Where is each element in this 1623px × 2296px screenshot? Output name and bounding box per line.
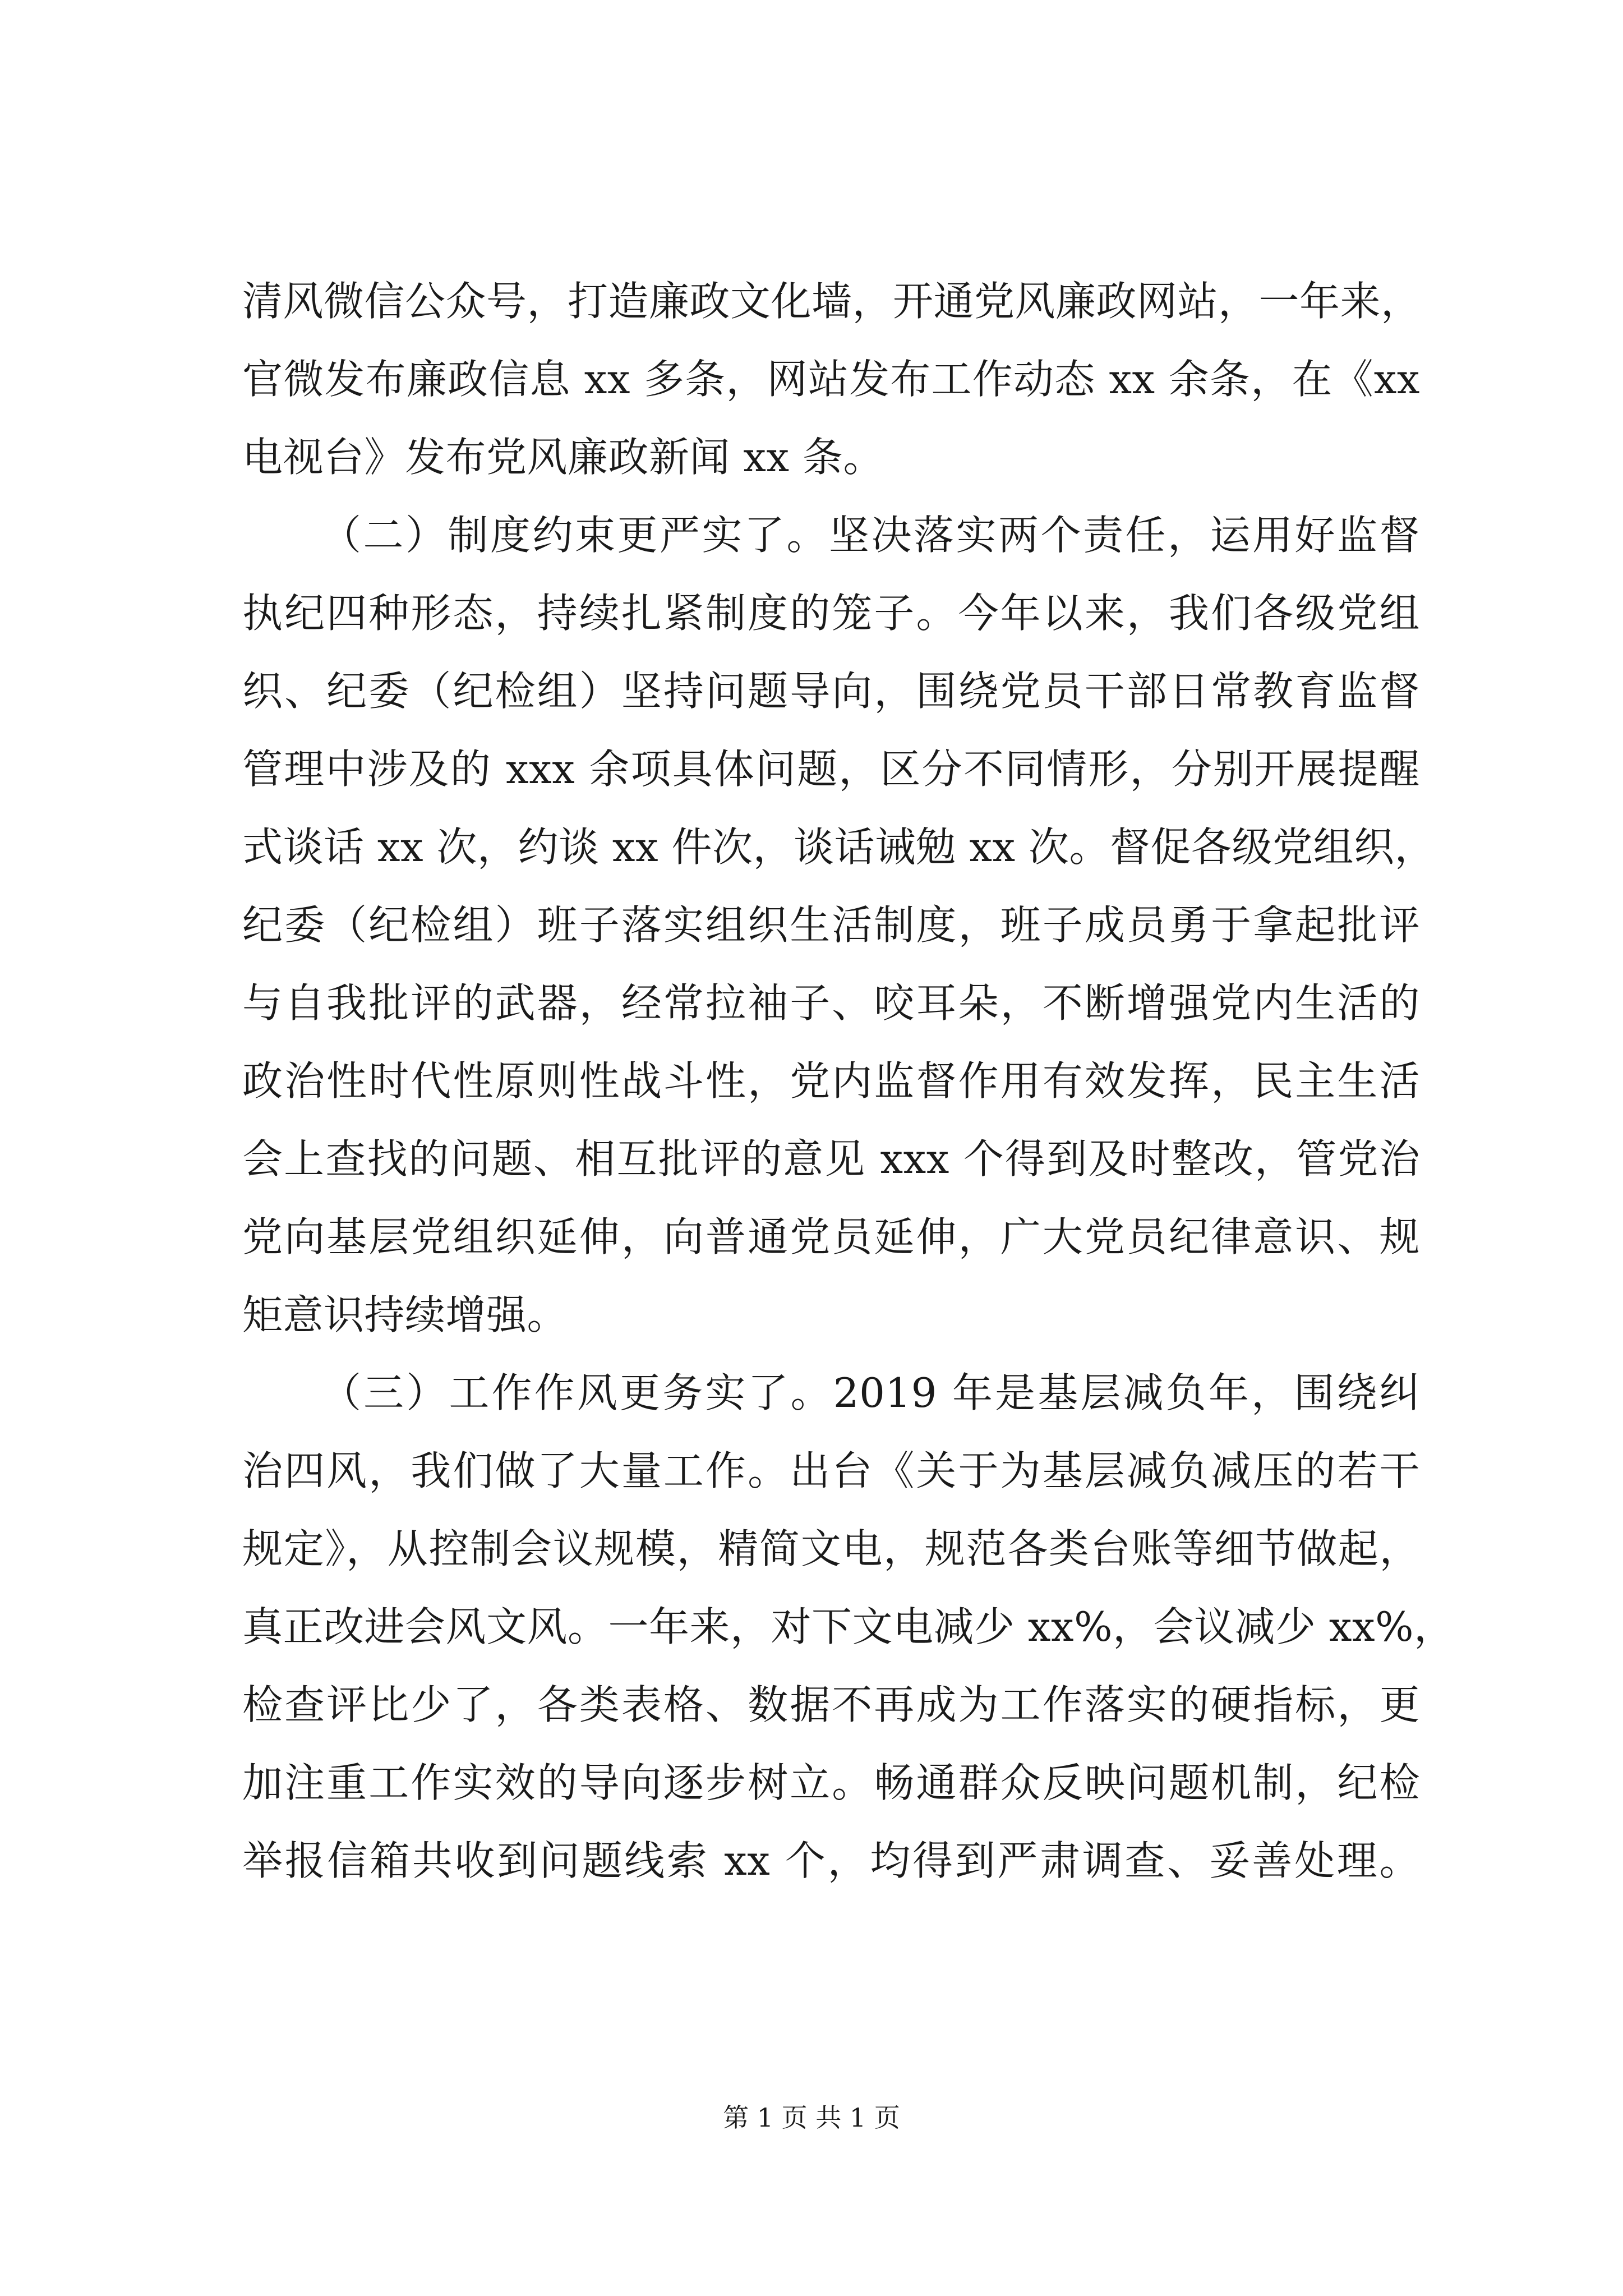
text-line: 真正改进会风文风。一年来，对下文电减少 xx%，会议减少 xx%， xyxy=(242,1603,1455,1650)
text-line: 清风微信公众号，打造廉政文化墙，开通党风廉政网站，一年来， xyxy=(242,278,1422,325)
text-line: 电视台》发布党风廉政新闻 xx 条。 xyxy=(242,434,884,481)
paragraph-first-line: （三）工作作风更务实了。2019 年是基层减负年，围绕纠 xyxy=(321,1369,1420,1416)
text-line: 政治性时代性原则性战斗性，党内监督作用有效发挥，民主生活 xyxy=(242,1057,1420,1105)
paragraph-first-line: （二）制度约束更严实了。坚决落实两个责任，运用好监督 xyxy=(321,512,1420,559)
text-line: 执纪四种形态，持续扎紧制度的笼子。今年以来，我们各级党组 xyxy=(242,590,1420,637)
text-line: 举报信箱共收到问题线索 xx 个，均得到严肃调查、妥善处理。 xyxy=(242,1837,1420,1884)
text-line: 加注重工作实效的导向逐步树立。畅通群众反映问题机制，纪检 xyxy=(242,1759,1420,1806)
text-line: 党向基层党组织延伸，向普通党员延伸，广大党员纪律意识、规 xyxy=(242,1213,1420,1260)
text-line: 式谈话 xx 次，约谈 xx 件次，谈话诫勉 xx 次。督促各级党组织， xyxy=(242,823,1435,871)
text-line: 检查评比少了，各类表格、数据不再成为工作落实的硬指标，更 xyxy=(242,1681,1420,1728)
text-line: 矩意识持续增强。 xyxy=(242,1291,568,1338)
text-line: 纪委（纪检组）班子落实组织生活制度，班子成员勇于拿起批评 xyxy=(242,901,1420,949)
text-line: 与自我批评的武器，经常拉袖子、咬耳朵，不断增强党内生活的 xyxy=(242,979,1420,1027)
text-line: 规定》，从控制会议规模，精简文电，规范各类台账等细节做起， xyxy=(242,1525,1420,1572)
text-line: 治四风，我们做了大量工作。出台《关于为基层减负减压的若干 xyxy=(242,1447,1420,1494)
page-footer: 第 1 页 共 1 页 xyxy=(723,2102,900,2133)
text-line: 管理中涉及的 xxx 余项具体问题，区分不同情形，分别开展提醒 xyxy=(242,746,1420,793)
text-line: 官微发布廉政信息 xx 多条，网站发布工作动态 xx 余条，在《xx xyxy=(242,356,1420,403)
text-line: 会上查找的问题、相互批评的意见 xxx 个得到及时整改，管党治 xyxy=(242,1135,1420,1182)
text-line: 织、纪委（纪检组）坚持问题导向，围绕党员干部日常教育监督 xyxy=(242,668,1420,715)
document-body xyxy=(242,263,1455,1900)
